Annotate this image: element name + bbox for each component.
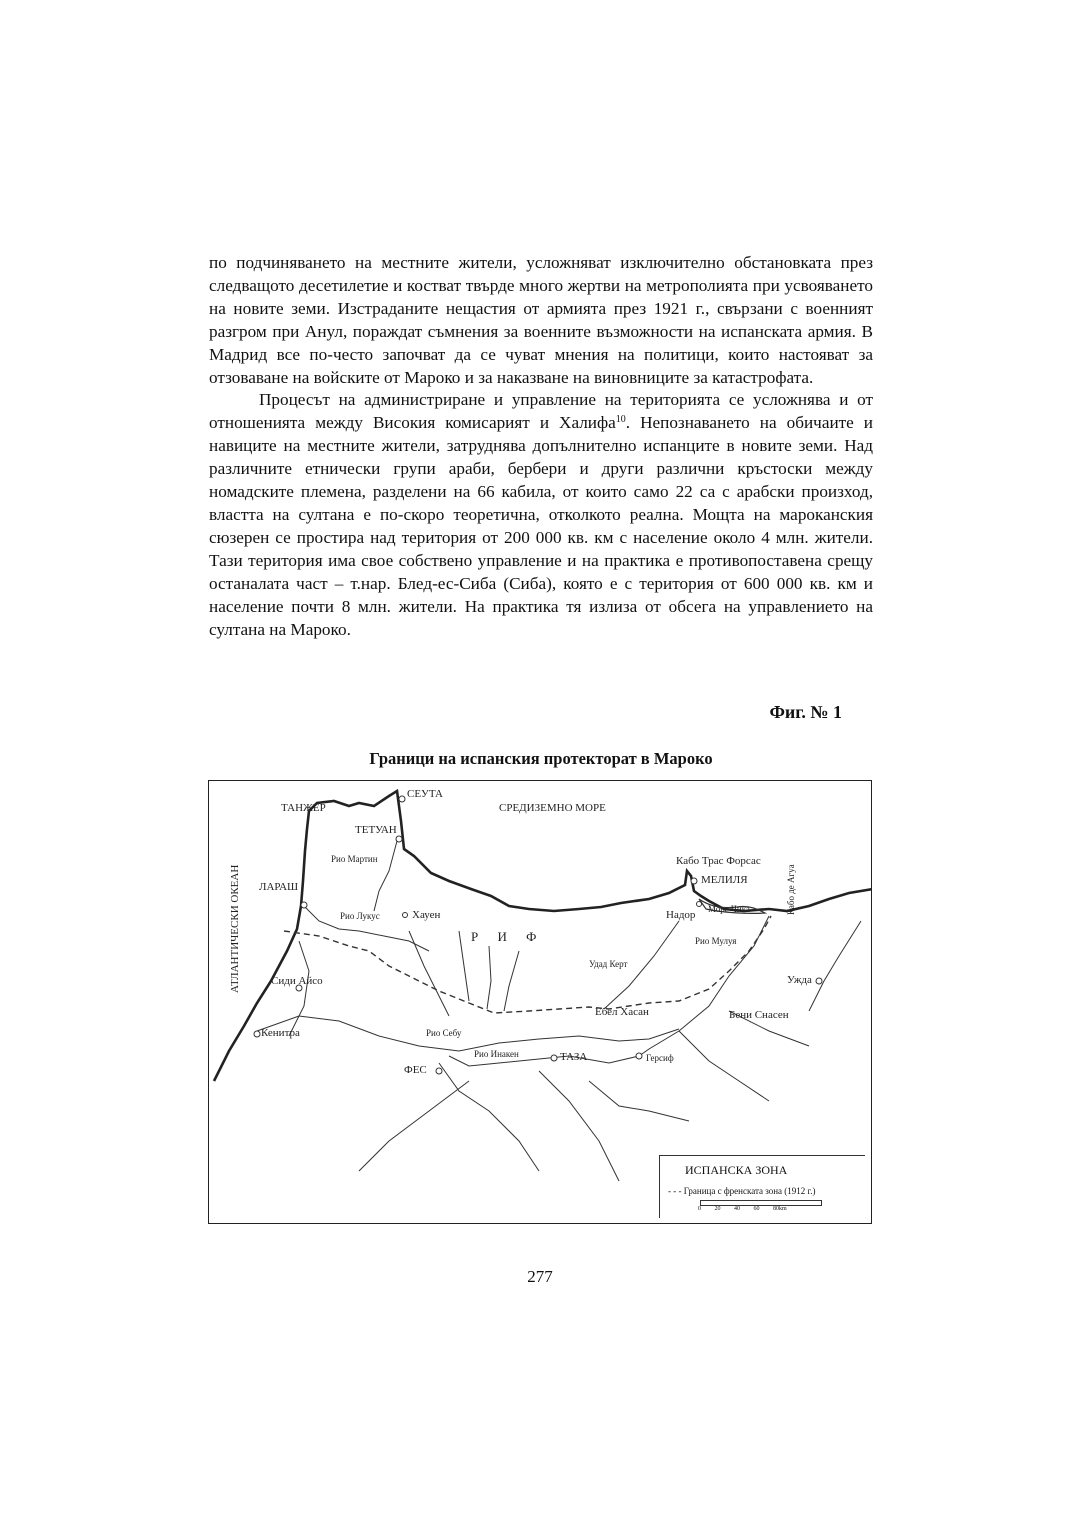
page-number: 277 — [527, 1267, 553, 1286]
label-rio-muluya: Рио Мулуя — [695, 936, 737, 946]
river-5 — [504, 951, 519, 1011]
label-ocean: АТЛАНТИЧЕСКИ ОКЕАН — [229, 864, 241, 993]
label-kenitra: Кенитра — [261, 1027, 300, 1039]
label-udad-kert: Удад Керт — [589, 959, 628, 969]
legend-border-label: Граница с френската зона (1912 г.) — [683, 1186, 816, 1196]
river-8 — [679, 1031, 769, 1101]
figure-title: Граници на испанския протекторат в Мароко — [369, 749, 713, 768]
map-figure — [208, 780, 872, 1224]
marker-kenitra — [254, 1031, 260, 1037]
river-sebu — [257, 1016, 679, 1051]
label-larache: ЛАРАШ — [259, 881, 299, 893]
label-tangier: ТАНЖЕР — [281, 802, 326, 814]
marker-guercif — [636, 1053, 642, 1059]
river-3 — [459, 931, 469, 1001]
label-taza: ТАЗА — [560, 1051, 588, 1063]
river-2 — [409, 931, 449, 1016]
label-rif: Р И Ф — [471, 929, 545, 944]
marker-larache — [301, 902, 307, 908]
label-jebel-hasan: Ебел Хасан — [595, 1006, 649, 1018]
label-rio-sebu: Рио Себу — [426, 1028, 462, 1038]
label-rio-inaouen: Рио Инакен — [474, 1049, 519, 1059]
label-tetouan: ТЕТУАН — [355, 824, 397, 836]
label-fes: ФЕС — [404, 1064, 427, 1076]
label-rio-lucus: Рио Лукус — [340, 911, 380, 921]
scale-0: 0 — [698, 1206, 701, 1212]
marker-ujda — [816, 978, 822, 984]
label-xauen: Хауен — [412, 909, 441, 921]
scale-20: 20 — [714, 1206, 721, 1212]
river-6 — [359, 1081, 469, 1171]
map-legend — [659, 1155, 865, 1218]
label-melilla: МЕЛИЛЯ — [701, 874, 748, 886]
river-fes-south — [439, 1063, 539, 1171]
label-beni-snassen: Бени Снасен — [729, 1009, 789, 1021]
body-text — [209, 252, 873, 641]
footnote-ref[interactable]: 10 — [615, 414, 626, 426]
marker-xauen — [403, 913, 408, 918]
river-martin — [374, 841, 397, 911]
scale-numbers — [698, 1206, 787, 1212]
label-rio-martin: Рио Мартин — [331, 854, 378, 864]
marker-tetouan — [396, 836, 402, 842]
paragraph-2-end: . Непознаването на обичаите и навиците на местните жители, затруднява допълнително испанците в новите земи. Над различните етнически групи араби, бербери и други различни кръстоски между номадските племена, разделени на 66 кабила, от които само 22 са с арабски произход, властта на султана е по-скоро теоретична, отколкото реална. Мощта на мароканския сюзерен се простира над територия от 200 000 кв. км с население около 4 млн. жители. Тази територия има свое собствено управление и на практика е противопоставена срещу останалата част – т.нар. Блед-ес-Сиба (Сиба), която е с територия от 600 000 кв. км и население почти 8 млн. жители. На практика тя излиза от обсега на управлението на султана на Мароко. — [209, 413, 874, 639]
label-sea: СРЕДИЗЕМНО МОРЕ — [499, 802, 606, 814]
river-7 — [539, 1071, 619, 1181]
label-ujda: Ужда — [787, 974, 812, 986]
label-guercif: Герсиф — [646, 1053, 674, 1063]
label-cabo-de-agua: Кабо де Агуа — [786, 864, 796, 915]
marker-nador — [697, 902, 702, 907]
label-sidi-aiso: Сиди Айсо — [271, 975, 323, 987]
river-4 — [487, 946, 491, 1009]
marker-ceuta — [399, 796, 405, 802]
label-mar-chica: Море Чика — [708, 904, 750, 914]
scale-40: 40 — [734, 1206, 740, 1212]
marker-melilla — [691, 878, 697, 884]
paragraph-2 — [209, 389, 873, 641]
marker-taza — [551, 1055, 557, 1061]
paragraph-1: по подчиняването на местните жители, усложняват изключително обстановката през следващото десетилетие и костват твърде много жертви на метрополията при усвояването на новите земи. Изстраданите нещастия от армията през 1921 г., свързани с военният разгром при Анул, пораждат съмнения за военните възможности на испанската армия. В Мадрид все по-често започват да се чуват мнения на политици, които настояват за отзоваване на войските от Мароко и за наказване на виновниците за катастрофата. — [209, 253, 873, 387]
scale-80: 80km — [773, 1206, 787, 1212]
scale-60: 60 — [753, 1206, 760, 1212]
legend-border-line: - - - Граница с френската зона (1912 г.) — [668, 1186, 816, 1196]
marker-fes — [436, 1068, 442, 1074]
paragraph-2-start: Процесът на администриране и управление на територията се усложнява и от отношенията между Високия комисарият и Халифа — [209, 390, 873, 433]
river-13 — [589, 1081, 689, 1121]
label-nador: Надор — [666, 909, 696, 921]
river-11 — [809, 921, 861, 1011]
legend-title: ИСПАНСКА ЗОНА — [685, 1163, 788, 1177]
label-cabo-tres-forcas: Кабо Трас Форсас — [676, 855, 761, 867]
label-ceuta: СЕУТА — [407, 788, 443, 800]
figure-label: Фиг. № 1 — [769, 702, 842, 722]
